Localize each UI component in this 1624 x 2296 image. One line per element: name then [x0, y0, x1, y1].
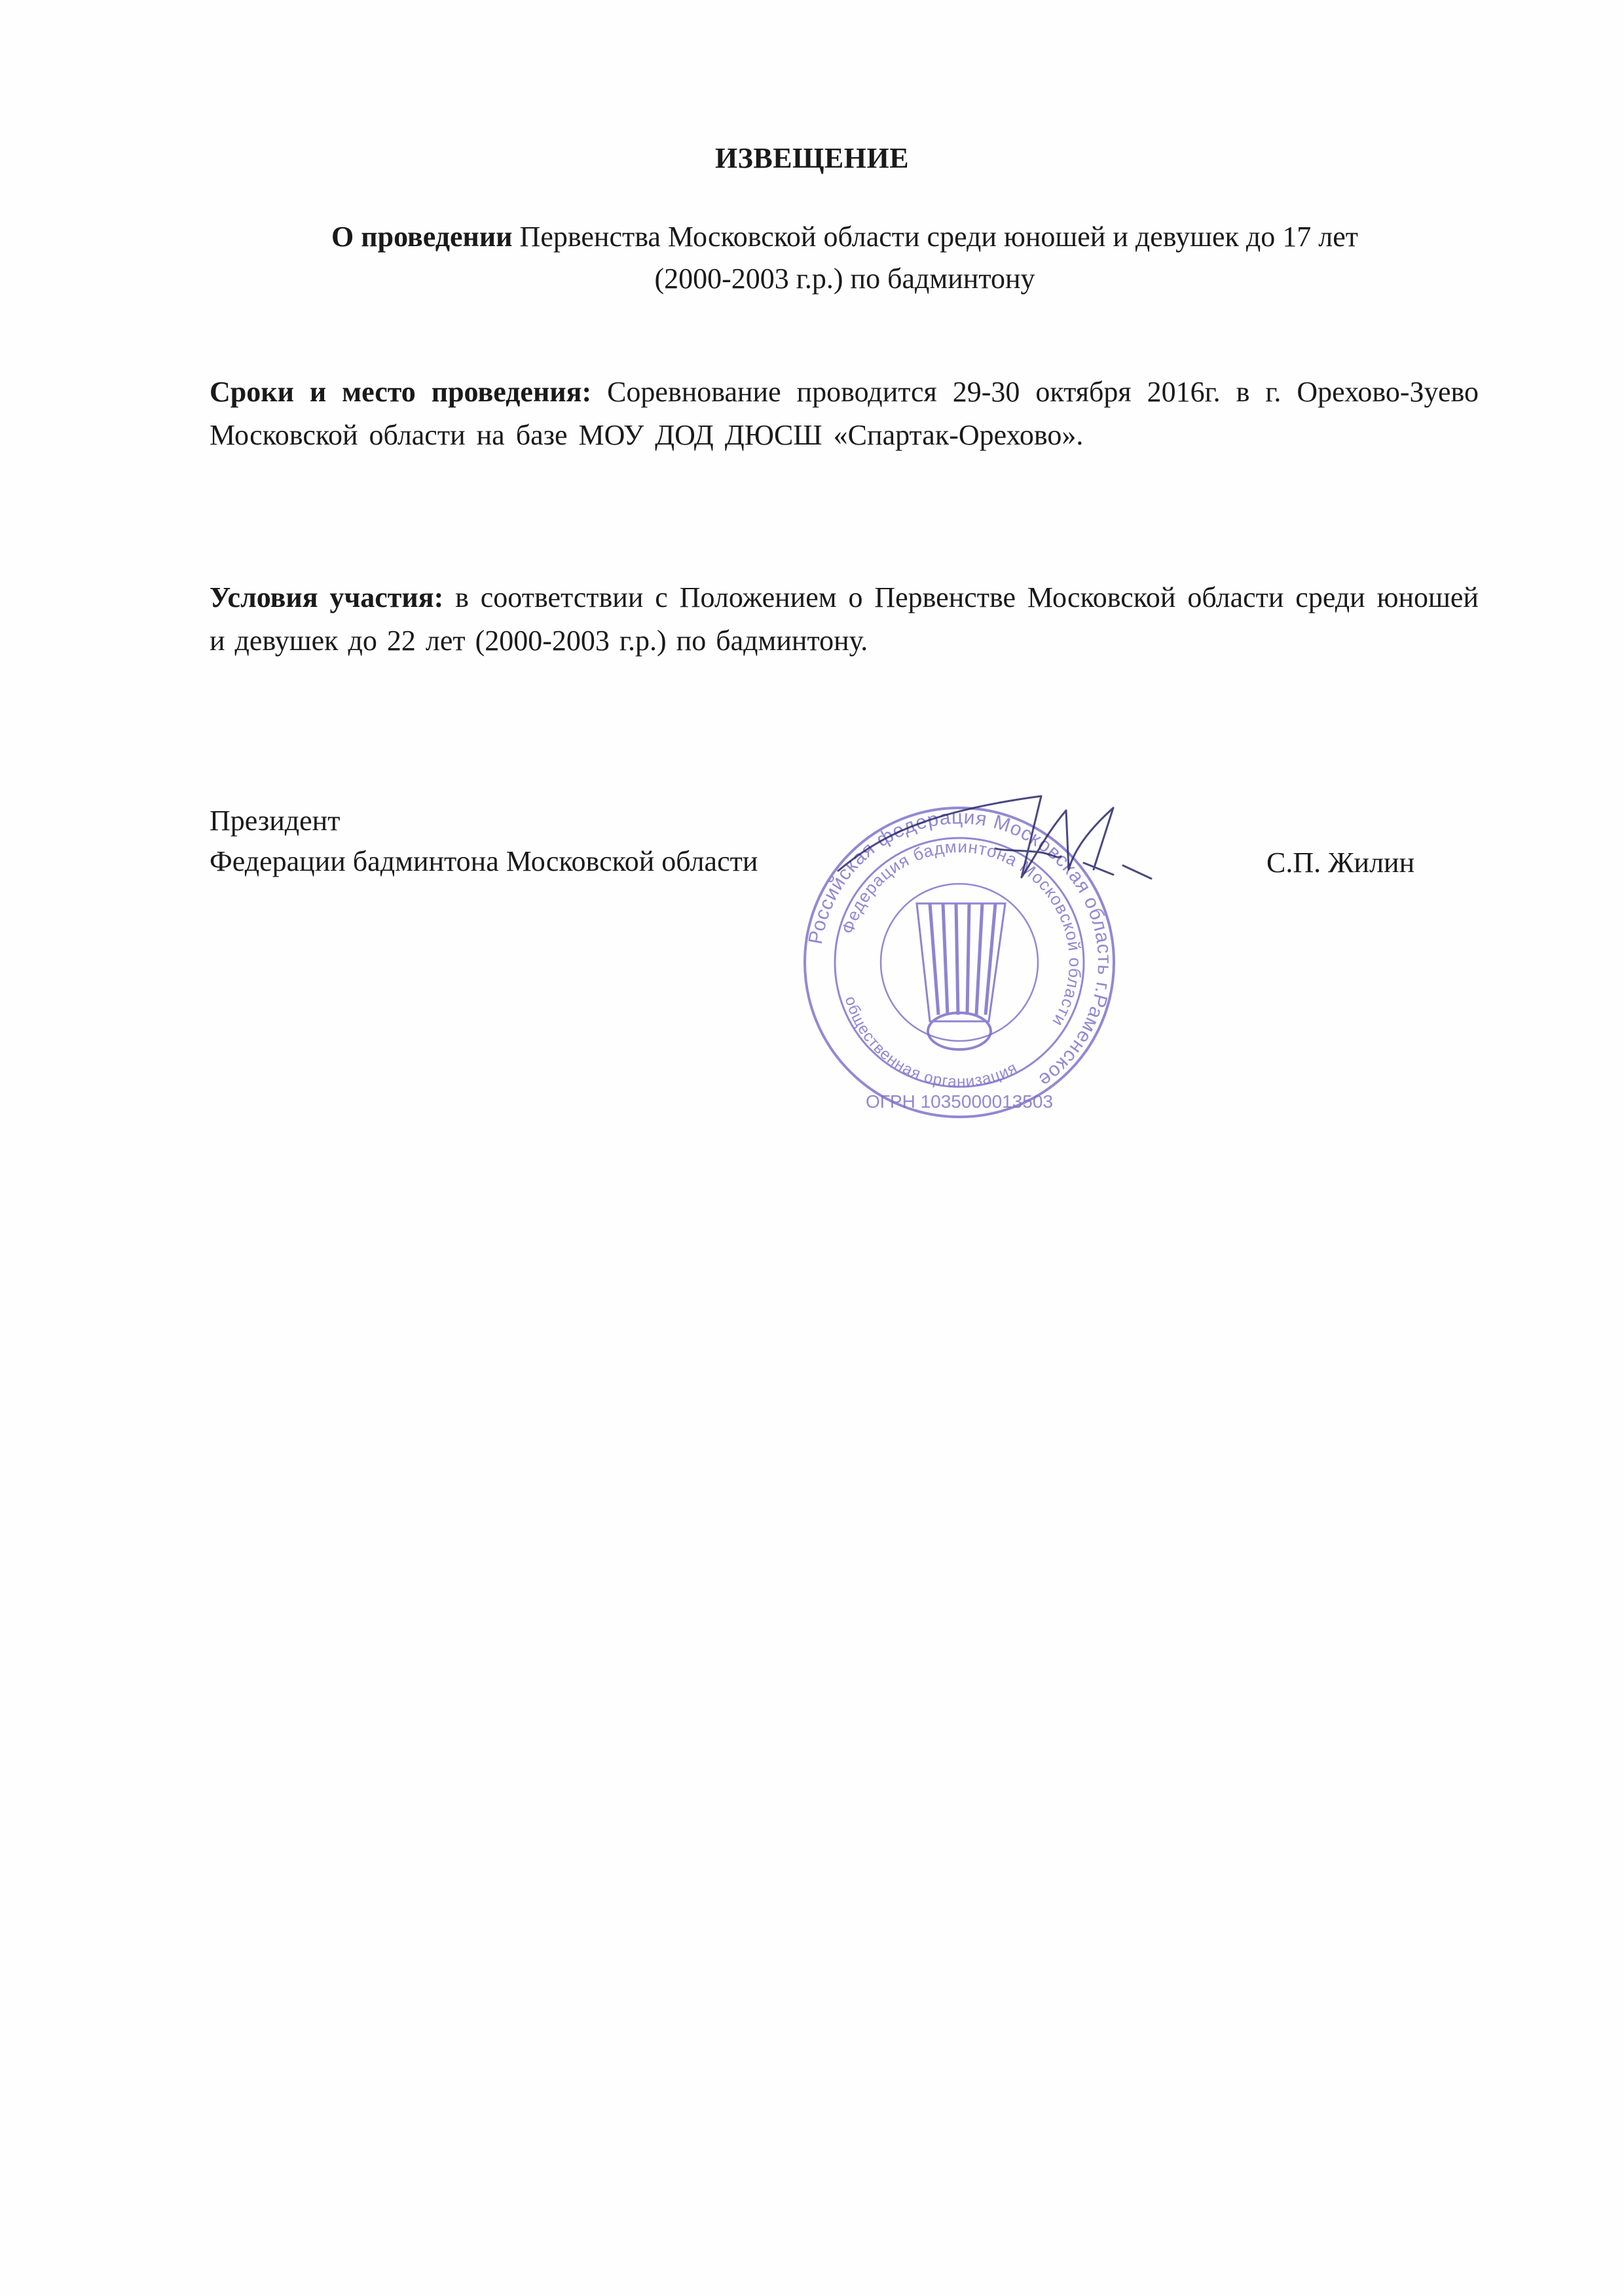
stamp-inner-text: Федерация бадминтона Московской области	[838, 836, 1086, 1030]
stamp-outer-text: Российская федерация Московская область г.Раменское	[804, 806, 1116, 1091]
signer-position-line2: Федерации бадминтона Московской области	[210, 845, 758, 877]
stamp-ogrn-text: ОГРН 1035000013503	[865, 1091, 1054, 1112]
participation-text: в соответствии с Положением о Первенстве Московской области среди юношей и девушек до 22 лет (2000-2003 г.р.) по бадминтону.	[210, 581, 1479, 657]
subtitle-line1: Первенства Московской области среди юношей и девушек до 17 лет	[512, 221, 1358, 253]
dates-venue-paragraph	[210, 371, 1479, 457]
signer-position	[210, 801, 758, 882]
subtitle-bold-lead: О проведении	[331, 221, 513, 253]
subtitle-line2: (2000-2003 г.р.) по бадминтону	[654, 263, 1035, 295]
stamp-bottom-text: общественная организация	[841, 994, 1021, 1091]
handwritten-signature	[825, 792, 1166, 917]
svg-text:общественная организация	[841, 994, 1020, 1091]
participation-label: Условия участия:	[210, 581, 444, 613]
signer-name: С.П. Жилин	[1266, 847, 1415, 879]
signer-position-line1: Президент	[210, 805, 341, 837]
dates-venue-label: Сроки и место проведения:	[210, 376, 592, 408]
document-subtitle	[210, 216, 1480, 300]
shuttlecock-emblem	[917, 903, 1005, 1049]
participation-paragraph	[210, 576, 1479, 663]
document-title: ИЗВЕЩЕНИЕ	[714, 142, 910, 174]
dates-venue-text: Соревнование проводится 29-30 октября 2016г. в г. Орехово-Зуево Московской области на базе МОУ ДОД ДЮСШ «Спартак-Орехово».	[210, 376, 1479, 451]
